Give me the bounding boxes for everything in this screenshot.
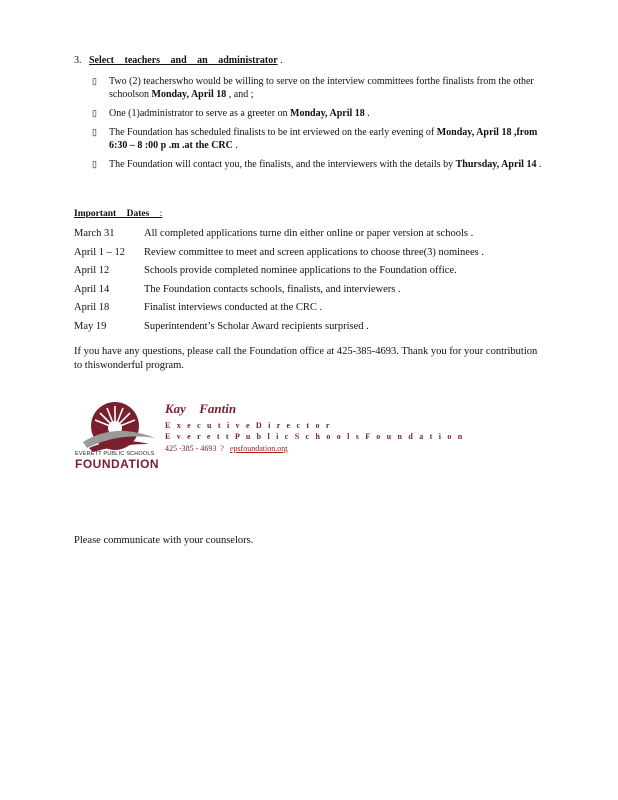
footer-note: Please communicate with your counselors. (74, 535, 254, 546)
closing-paragraph: If you have any questions, please call the Foundation office at 425-385-4693. Thank you for your contribution to thiswonderful program. (74, 346, 538, 371)
list-item-after: . (536, 159, 542, 170)
section-number: 3. (74, 55, 82, 66)
date-label: March 31 (74, 228, 115, 239)
logo-text-line1: EVERETT PUBLIC SCHOOLS (75, 451, 155, 457)
list-item-text: The Foundation will contact you, the finalists, and the interviewers with the details by (109, 159, 456, 170)
signature-contact (165, 444, 288, 453)
date-label: April 1 – 12 (74, 246, 126, 258)
bullet-icon: ▯ (92, 127, 97, 137)
signature-phone: 425 -385 - 4693 (165, 444, 217, 453)
important-dates-heading (74, 209, 162, 219)
date-description: All completed applications turne din either online or paper version at schools . (144, 228, 474, 239)
bullet-icon: ▯ (92, 159, 97, 169)
date-description: Finalist interviews conducted at the CRC . (144, 302, 323, 313)
important-dates-colon: : (159, 209, 163, 219)
important-dates-list (74, 225, 554, 336)
list-item (92, 107, 542, 120)
date-description: Schools provide completed nominee applications to the Foundation office. (144, 265, 457, 276)
date-description: The Foundation contacts schools, finalists, and interviewers . (144, 283, 401, 295)
date-row (74, 225, 554, 244)
signature-email-link[interactable]: epsfoundation.org (229, 444, 288, 453)
list-item-after: . (364, 108, 370, 119)
section-heading (74, 55, 283, 66)
date-label: May 19 (74, 320, 107, 332)
list-item-bold: Monday, April 18 (290, 108, 365, 119)
list-item-bold: Monday, April 18 ,from 6:30 – 8 :00 p .m .at the CRC (109, 127, 538, 151)
signature-title-line2: E v e r e t t P u b l i c S c h o o l s F o u n d a t i o n (165, 432, 465, 441)
signature-name: Kay Fantin (165, 401, 237, 416)
list-item (92, 158, 542, 171)
signature-title (165, 420, 464, 442)
bullet-icon: ▯ (92, 76, 97, 86)
date-row (74, 262, 554, 281)
date-row (74, 244, 554, 263)
date-label: April 14 (74, 283, 110, 295)
logo-text-line2: FOUNDATION (75, 457, 160, 471)
date-label: April 12 (74, 265, 110, 276)
date-label: April 18 (74, 302, 110, 313)
bullet-list (92, 75, 542, 177)
list-item-text: One (1)administrator to serve as a greeter on (109, 108, 291, 119)
list-item (92, 126, 542, 152)
bullet-icon: ▯ (92, 108, 97, 118)
section-heading-trailing: . (280, 55, 283, 66)
list-item-after: , and ; (226, 89, 254, 100)
date-row (74, 318, 554, 337)
list-item-after: . (232, 140, 238, 151)
list-item-bold: Monday, April 18 (151, 89, 227, 100)
date-description: Review committee to meet and screen applications to choose three(3) nominees . (144, 246, 484, 258)
signature-separator: ? (220, 444, 224, 453)
important-dates-heading-text: Important Dates (74, 209, 150, 219)
list-item-text: The Foundation has scheduled finalists to be int erviewed on the early evening of (109, 127, 437, 138)
signature-title-line1: E x e c u t i v e D i r e c t o r (165, 421, 332, 430)
date-description: Superintendent’s Scholar Award recipients surprised . (144, 320, 369, 332)
list-item (92, 75, 542, 101)
section-heading-text: Select teachers and an administrator (89, 55, 278, 66)
date-row (74, 281, 554, 300)
list-item-bold: Thursday, April 14 (455, 159, 537, 170)
date-row (74, 299, 554, 318)
list-item-text: Two (2) teacherswho would be willing to serve on the interview committees forthe finalists from the other schoolson (109, 76, 534, 100)
